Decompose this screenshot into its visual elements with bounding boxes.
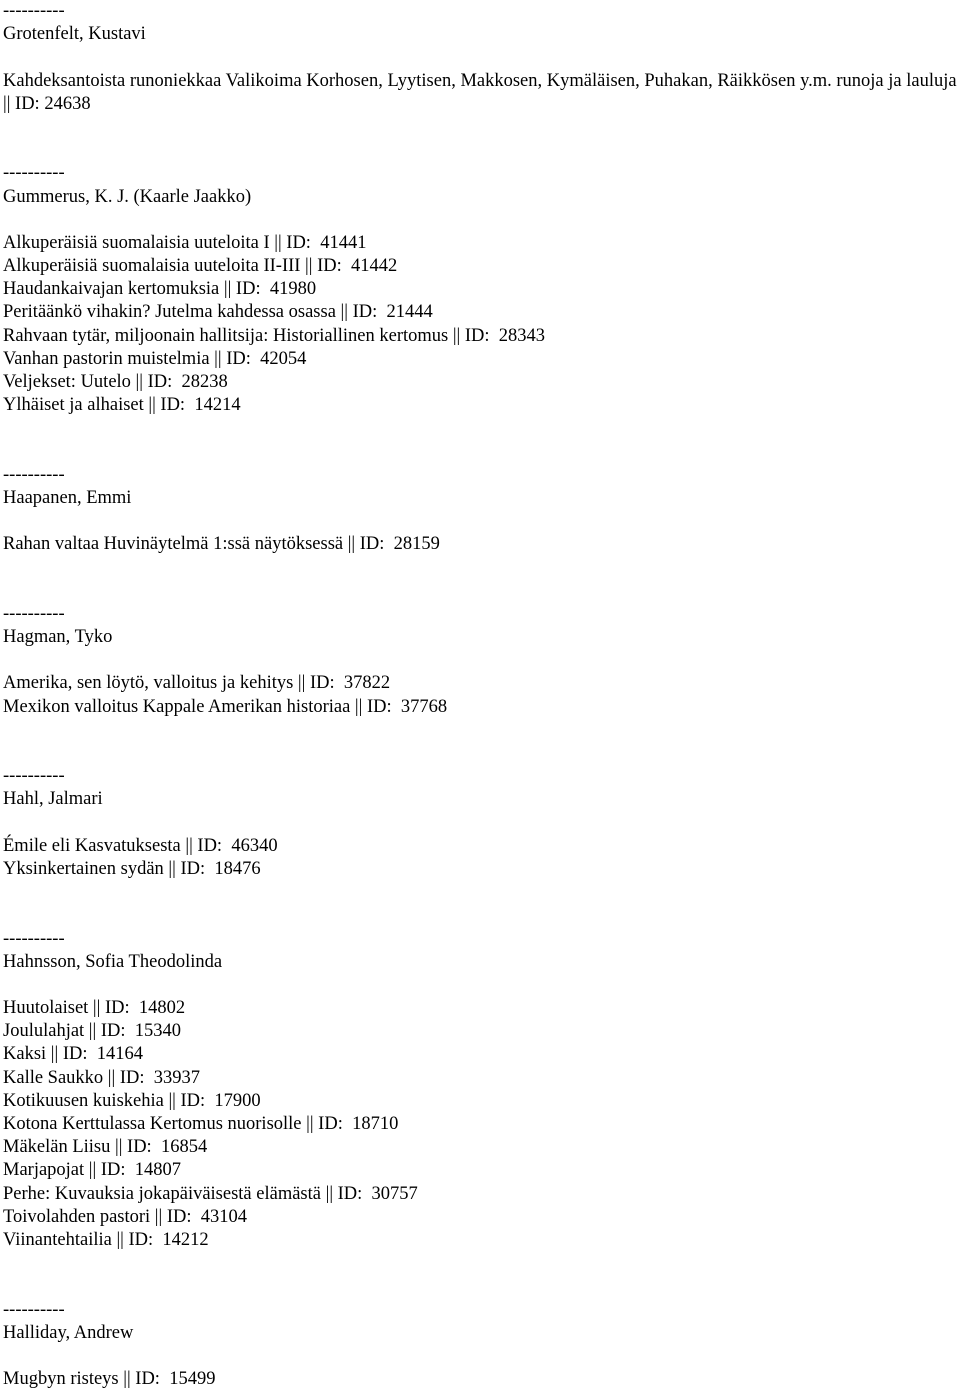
work-line: Émile eli Kasvatuksesta || ID: 46340 <box>3 835 278 856</box>
work-line: Mexikon valloitus Kappale Amerikan historiaa || ID: 37768 <box>3 696 448 717</box>
work-line: Alkuperäisiä suomalaisia uuteloita I || ID: 41441 <box>3 232 367 253</box>
work-line: Yksinkertainen sydän || ID: 18476 <box>3 858 261 879</box>
author-name: Grotenfelt, Kustavi <box>3 24 146 45</box>
separator: ---------- <box>3 928 65 949</box>
work-line: Marjapojat || ID: 14807 <box>3 1160 181 1181</box>
separator: ---------- <box>3 163 65 184</box>
work-line: Kotona Kerttulassa Kertomus nuorisolle || ID: 18710 <box>3 1114 399 1135</box>
author-name: Hahnsson, Sofia Theodolinda <box>3 951 223 972</box>
author-name: Hagman, Tyko <box>3 627 113 648</box>
work-line: Amerika, sen löytö, valloitus ja kehitys || ID: 37822 <box>3 673 391 694</box>
author-name: Hahl, Jalmari <box>3 789 103 810</box>
work-line: Mäkelän Liisu || ID: 16854 <box>3 1137 208 1158</box>
author-name: Gummerus, K. J. (Kaarle Jaakko) <box>3 186 252 207</box>
separator: ---------- <box>3 1 65 21</box>
work-line: Viinantehtailia || ID: 14212 <box>3 1229 209 1250</box>
separator: ---------- <box>3 464 65 485</box>
work-line: Veljekset: Uutelo || ID: 28238 <box>3 372 228 393</box>
work-line: Alkuperäisiä suomalaisia uuteloita II-III || ID: 41442 <box>3 256 398 277</box>
work-line: Kahdeksantoista runoniekkaa Valikoima Korhosen, Lyytisen, Makkosen, Kymäläisen, Puhakan, Räikkösen y.m. runoja ja lauluja || ID: 24638 <box>3 70 957 114</box>
work-line: Kaksi || ID: 14164 <box>3 1044 143 1065</box>
work-line: Rahan valtaa Huvinäytelmä 1:ssä näytöksessä || ID: 28159 <box>3 534 440 555</box>
work-line: Kalle Saukko || ID: 33937 <box>3 1067 201 1088</box>
author-listing-document <box>3 0 957 1391</box>
separator: ---------- <box>3 1299 65 1320</box>
work-line: Kotikuusen kuiskehia || ID: 17900 <box>3 1090 261 1111</box>
work-line: Ylhäiset ja alhaiset || ID: 14214 <box>3 395 241 416</box>
separator: ---------- <box>3 766 65 787</box>
work-line: Mugbyn risteys || ID: 15499 <box>3 1369 216 1390</box>
work-line: Peritäänkö vihakin? Jutelma kahdessa osassa || ID: 21444 <box>3 302 433 323</box>
author-name: Haapanen, Emmi <box>3 487 132 508</box>
work-line: Vanhan pastorin muistelmia || ID: 42054 <box>3 348 307 369</box>
author-name: Halliday, Andrew <box>3 1322 134 1343</box>
work-line: Huutolaiset || ID: 14802 <box>3 998 186 1019</box>
work-line: Joululahjat || ID: 15340 <box>3 1021 181 1042</box>
work-line: Toivolahden pastori || ID: 43104 <box>3 1206 248 1227</box>
separator: ---------- <box>3 603 65 624</box>
work-line: Haudankaivajan kertomuksia || ID: 41980 <box>3 279 317 300</box>
work-line: Rahvaan tytär, miljoonain hallitsija: Historiallinen kertomus || ID: 28343 <box>3 325 546 346</box>
work-line: Perhe: Kuvauksia jokapäiväisestä elämästä || ID: 30757 <box>3 1183 418 1204</box>
